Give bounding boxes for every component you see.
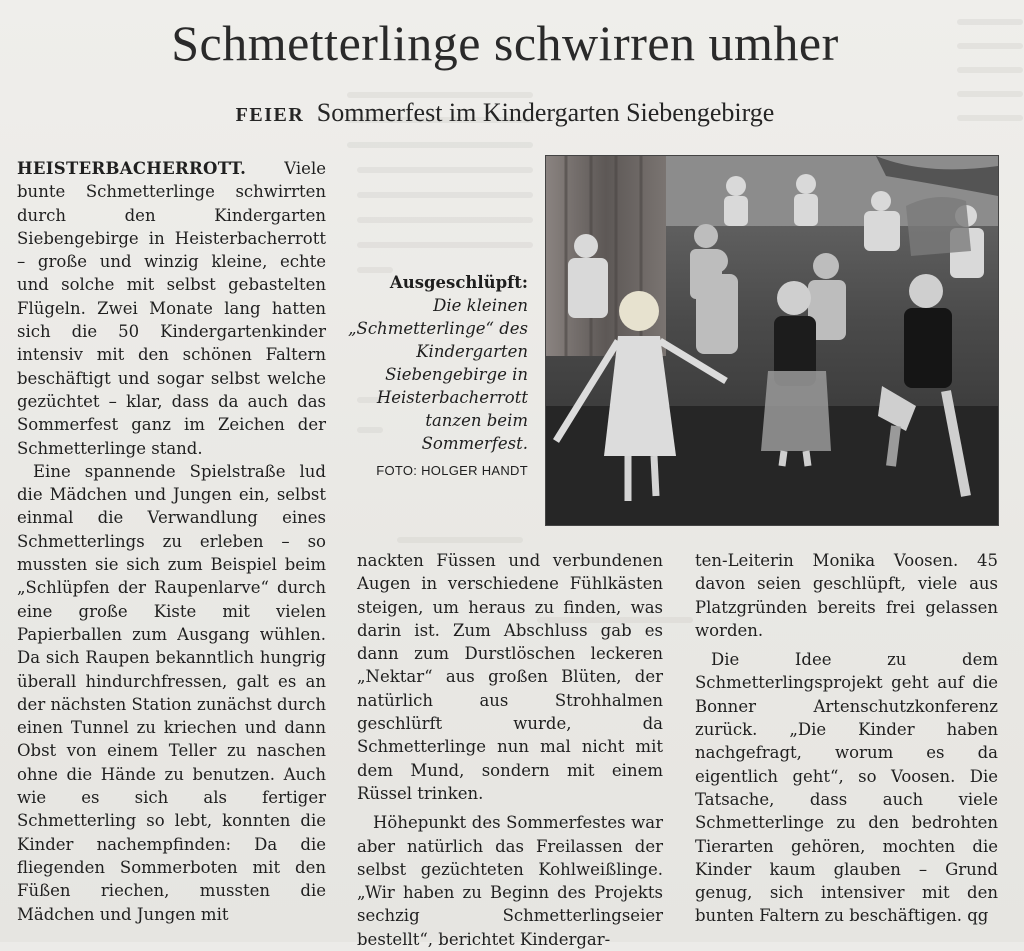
kicker-label: FEIER (235, 104, 305, 126)
headline: Schmetterlinge schwirren umher (171, 15, 839, 71)
dancing-children-photo-icon (546, 156, 998, 525)
caption-text: Die kleinen „Schmetterlinge“ des Kindergarten Siebengebirge in Heisterbacherrott tanzen beim Sommerfest. (347, 296, 528, 453)
paragraph-1 (17, 157, 326, 460)
article-column-1 (17, 157, 326, 926)
paragraph-5: ten-Leiterin Monika Voosen. 45 davon seien geschlüpft, viele aus Platzgründen bereits frei gelassen worden. (695, 551, 998, 640)
subheadline: Sommerfest im Kindergarten Siebengebirge (316, 98, 775, 127)
paragraph-6: Die Idee zu dem Schmetterlingsprojekt geht auf die Bonner Artenschutzkonferenz zurück. „Die Kinder haben nachgefragt, worum es da eigentlich geht“, so Voosen. Die Tatsache, dass auch viele Schmetterlinge zu den bedrohten Tierarten gehören, mochten die Kinder kaum glauben – Grund genug, sich intensiver mit den bunten Faltern zu beschäftigen. qg (695, 650, 998, 926)
photo-caption (344, 271, 528, 482)
dateline: HEISTERBACHERROTT. (17, 159, 247, 178)
article-column-3 (695, 549, 998, 928)
article-photo (545, 155, 999, 526)
paragraph-3: nackten Füssen und verbundenen Augen in verschiedene Fühlkästen steigen, um heraus zu finden, was darin ist. Zum Abschluss gab es dann zum Durstlöschen leckeren „Nektar“ aus großen Blüten, der natürlich aus Strohhalmen geschlürft wurde, da Schmetterlinge nun mal nicht mit dem Mund, sondern mit einem Rüssel trinken. (357, 551, 663, 803)
paragraph-4: Höhepunkt des Sommerfestes war aber natürlich das Freilassen der selbst gezüchteten Kohlweißlinge. „Wir haben zu Beginn des Projekts sechzig Schmetterlingseier bestellt“, berichtet Kindergar- (357, 813, 663, 949)
article-column-2 (357, 549, 663, 951)
paragraph-1-text: Viele bunte Schmetterlinge schwirrten durch den Kindergarten Siebengebirge in Heisterbacherrott – große und winzig kleine, echte und solche mit selbst gebastelten Flügeln. Zwei Monate lang hatten sich die 50 Kindergartenkinder intensiv mit den schönen Faltern beschäftigt und sogar selbst welche gezüchtet – klar, dass da auch das Sommerfest ganz im Zeichen der Schmetterlinge stand. (17, 159, 326, 458)
caption-title: Ausgeschlüpft: (389, 273, 528, 292)
paragraph-2: Eine spannende Spielstraße lud die Mädchen und Jungen ein, selbst einmal die Verwandlung eines Schmetterlings zu erleben – so mussten sie sich zum Beispiel beim „Schlüpfen der Raupenlarve“ durch eine große Kiste mit vielen Papierballen zum Ausgang wühlen. Da sich Raupen bekanntlich hungrig überall hindurchfressen, galt es an der nächsten Station zunächst durch einen Tunnel zu kriechen und dann Obst von einem Teller zu naschen ohne die Hände zu benutzen. Auch wie es sich als fertiger Schmetterling so lebt, konnten die Kinder nachempfinden: Da die fliegenden Sommerboten mit den Füßen riechen, mussten die Mädchen und Jungen mit (17, 461, 326, 924)
photo-credit: FOTO: HOLGER HANDT (376, 463, 528, 478)
subheadline-row (0, 95, 1010, 133)
